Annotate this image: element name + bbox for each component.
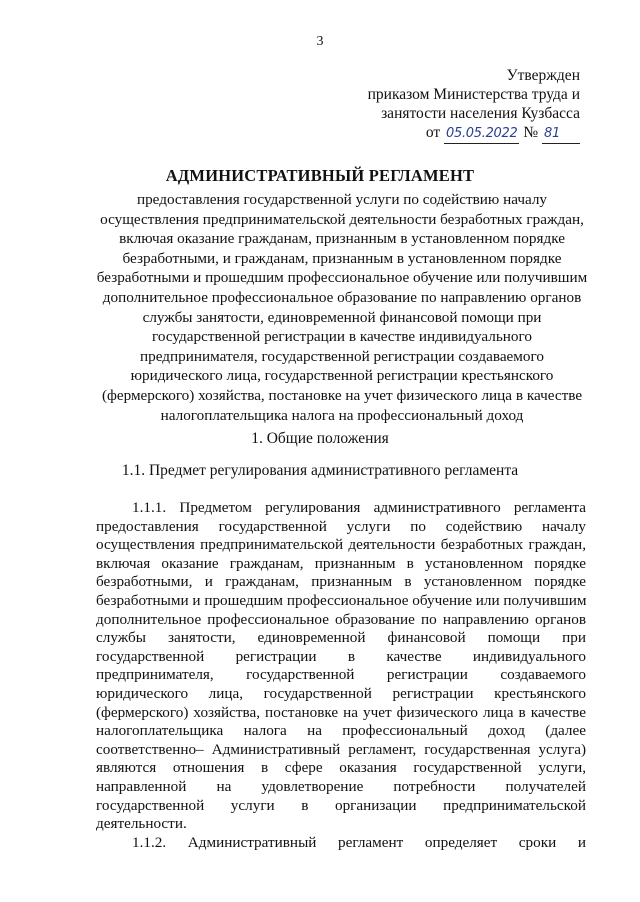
body-line: юридического лица, государственной регистрации крестьянского (96, 684, 586, 702)
body-line: 1.1.2. Административный регламент определяет сроки и (132, 833, 586, 851)
handwritten-number: 81 (542, 124, 580, 144)
approval-line-1: Утвержден (506, 67, 580, 84)
body-line: безработными и прошедшим профессиональное обучение или получившим (96, 591, 587, 609)
body-line: предоставления государственной услуги по содействию началу (96, 517, 586, 535)
subtitle-line: налогоплательщика налога на профессиональный доход (160, 406, 524, 424)
body-line: являются отношения в сфере оказания государственной услуги, (96, 759, 586, 777)
body-line: безработными, и гражданам, признанным в установленном порядке (96, 573, 586, 591)
body-line: дополнительное профессиональное образование по направлению органов (96, 610, 586, 628)
page-number: 3 (316, 34, 324, 49)
subtitle-line: предоставления государственной услуги по содействию началу (136, 191, 548, 208)
body-line: включая оказание гражданам, признанным в установленном порядке (96, 554, 586, 572)
subtitle-line: включая оказание гражданам, признанным в установленном порядке (119, 230, 565, 248)
subtitle-line: безработными и прошедшим профессиональное обучение или получившим (96, 269, 588, 287)
body-line: (фермерского) хозяйства, постановке на учет физического лица в качестве (96, 703, 586, 721)
approval-line-3: занятости населения Кузбасса (381, 105, 580, 122)
body-paragraphs (96, 499, 586, 852)
subtitle-line: предпринимателя, государственной регистрации создаваемого (140, 347, 544, 365)
subtitle-line: осуществления предпринимательской деятельности безработных граждан, (100, 210, 584, 228)
body-line: налогоплательщика налога на профессиональный доход (далее (96, 722, 586, 740)
body-line: службы занятости, единовременной финансовой помощи при (96, 629, 586, 647)
body-line: предпринимателя, государственной регистрации создаваемого (96, 666, 586, 684)
subsection-heading-subject: 1.1. Предмет регулирования административного регламента (121, 462, 519, 479)
subtitle-line: безработными, и гражданам, признанным в установленном порядке (122, 249, 562, 267)
body-line: деятельности. (96, 815, 187, 833)
subtitle-line: службы занятости, единовременной финансовой помощи при (142, 308, 542, 326)
number-prefix: № (523, 124, 539, 141)
section-heading-general: 1. Общие положения (251, 430, 389, 447)
subtitle-line: дополнительное профессиональное образование по направлению органов (102, 288, 582, 306)
handwritten-date: 05.05.2022 (444, 124, 519, 144)
subtitle-line: государственной регистрации в качестве индивидуального (152, 328, 532, 346)
subtitle-line: (фермерского) хозяйства, постановке на учет физического лица в качестве (101, 386, 583, 404)
approval-block (330, 66, 580, 144)
body-line: осуществления предпринимательской деятельности безработных граждан, (96, 536, 586, 554)
approval-date-line (330, 123, 580, 144)
body-line: 1.1.1. Предметом регулирования административного регламента (132, 499, 586, 516)
subtitle-line: юридического лица, государственной регистрации крестьянского (130, 367, 554, 385)
body-line: государственной регистрации в качестве индивидуального (96, 647, 586, 665)
approval-line-2: приказом Министерства труда и (367, 86, 580, 103)
document-title: АДМИНИСТРАТИВНЫЙ РЕГЛАМЕНТ (165, 166, 475, 185)
body-line: государственной услуги в организации предпринимательской (96, 796, 586, 814)
body-line: направленной на удовлетворение потребности получателей (96, 777, 586, 795)
body-line: соответственно– Административный регламент, государственная услуга) (96, 740, 586, 758)
document-subtitle (96, 190, 588, 425)
date-prefix: от (425, 124, 441, 141)
